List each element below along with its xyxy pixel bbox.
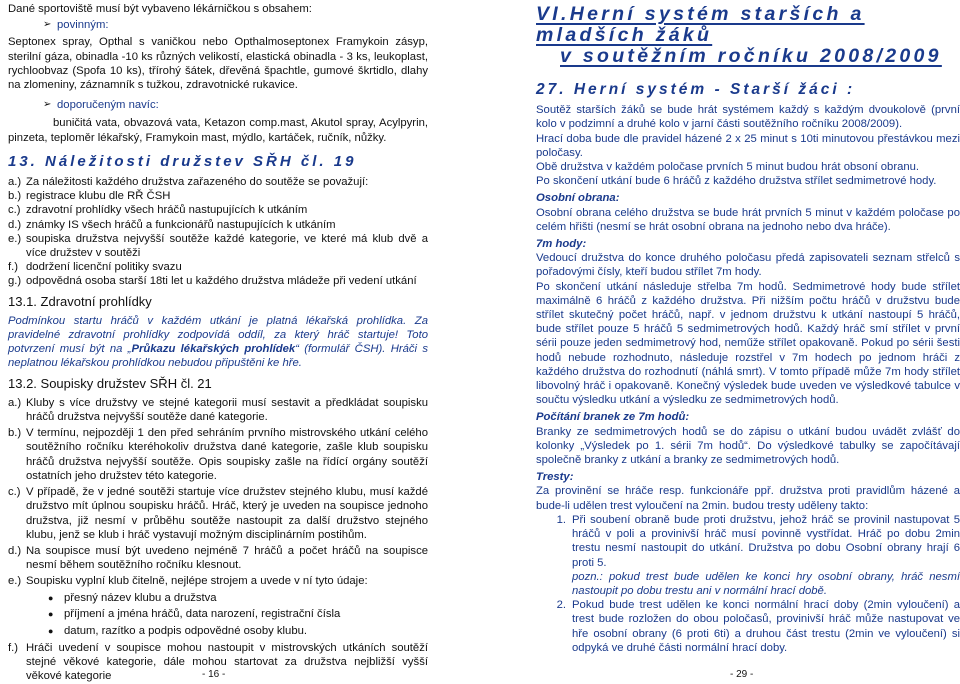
- right-page: [536, 0, 960, 655]
- tresty-text: Za provinění se hráče resp. funkcionáře ppř. družstva proti pravidlům házené a bude-li udělen trest vyloučení na 2min. budou tresty uděleny takto:: [536, 485, 960, 512]
- tresty-item: 1. Při soubení obraně bude proti družstvu, jehož hráč se provinil nastupovat 5 hráčů v poli a provinivší hráč musí povinně vystřídat. Hráč po dobu 2min trestu nesmí nastoupit do utkání. Družstva po dobu Osobní obrany hrají 6 proti 5. pozn.: pokud trest bude udělen ke konci hry osobní obrany, hráč nesmí nastoupit po dobu trestu ani v normální hrací době.: [556, 513, 960, 597]
- osobni-obrana-heading: Osobní obrana:: [536, 192, 620, 205]
- right-page-number: - 29 -: [730, 669, 754, 680]
- list-item: a.) Za náležitosti každého družstva zařazeného do soutěže se považují:: [8, 176, 369, 189]
- list-item: d.) známky IS všech hráčů a funkcionářů nastupujících k utkáním: [8, 218, 336, 231]
- list-item: d.) Na soupisce musí být uvedeno nejméně 7 hráčů a počet hráčů na soupisce nesmí během soutěžního ročníku klesnout.: [8, 544, 428, 572]
- bullet-icon: ●: [48, 609, 54, 620]
- sedmimetrove-hody-text-2: Po skončení utkání následuje střelba 7m hodů. Sedmimetrové hody bude střílet maximálně 6 hráčů z každého družstva. Při nižším počtu hráčů v družstvu bude střílet skutečný počet hráčů, např. v jednom družstvu k utkání nastoupí 5 hráčů, bude střílet pouze 5 hráčů 5 sedmimetrových hodů. Každý hráč smí střílet v první sérii pouze jeden sedmimetrový hod, neműže střílet opakovaně. Pokud po sérii šesti hodů nebude rozhodnuto, následuje rozstřel v 7m hodech po jednom hráči z každého družstva do rozhodnutí (náhlá smrt). V tomto případě může 7m hody střílet libovolný hráč i opakovaně. Konečný výsledek bude uveden ve výsledkové tabulce v součtu výsledku utkání a výsledku ze sedmimetrových hodů.: [536, 280, 960, 407]
- sedmimetrove-hody-heading: 7m hody:: [536, 238, 587, 251]
- section-13-1-text: Podmínkou startu hráčů v každém utkání je platná lékařská prohlídka. Za pravidelné zdravotní prohlídky zodpovídá oddíl, za který hráč startuje! Toto potvrzení musí být na „Průkazu lékařských prohlídek“ (formulář ČSH). Hráči s neplatnou lékařskou prohlídkou nebudou připuštěni ke hře.: [8, 314, 428, 370]
- bullet-item: ● příjmení a jména hráčů, data narození, registrační čísla: [48, 606, 428, 623]
- recommended-text: buničitá vata, obvazová vata, Ketazon comp.mast, Akutol spray, Acylpyrin, pinzeta, teploměr lékařský, Framykoin mast, mýdlo, kartáček, ručník, nůžky.: [8, 117, 428, 144]
- paragraph: Po skončení utkání bude 6 hráčů z každého družstva střílet sedmimetrové hody.: [536, 175, 937, 188]
- tresty-note: pozn.: pokud trest bude udělen ke konci hry osobní obrany, hráč nesmí nastoupit po dobu trestu ani v normální hrací době.: [572, 570, 960, 597]
- list-item: b.) registrace klubu dle RŘ ČSH: [8, 190, 171, 203]
- mandatory-label: povinným:: [57, 19, 109, 32]
- bullet-icon: ●: [48, 625, 54, 636]
- list-item: g.) odpovědná osoba starší 18ti let u každého družstva mládeže při vedení utkání: [8, 275, 417, 288]
- list-item: e.) Soupisku vyplní klub čitelně, nejlépe strojem a uvede v ní tyto údaje:: [8, 575, 368, 588]
- mandatory-label-row: [43, 18, 428, 32]
- section-27-title: 27. Herní systém - Starší žáci :: [536, 81, 856, 98]
- left-page: [8, 0, 428, 684]
- arrow-bullet-icon: ➢: [43, 19, 52, 31]
- list-item: b.) V termínu, nejpozději 1 den před sehráním prvního mistrovského utkání celého soutěžního ročníku kteréhokoliv družstva dané kategorie, zašle klub soupisku hráčů družstva nejvyšší soutěže. Opis soupisky zašle na řídící orgány soutěží ostatních jeho družstev této kategorie.: [8, 427, 428, 482]
- recommended-label: doporučeným navíc:: [57, 99, 159, 112]
- bullet-item: ● datum, razítko a podpis odpovědné osoby klubu.: [48, 623, 428, 640]
- list-item: c.) zdravotní prohlídky všech hráčů nastupujících k utkáním: [8, 204, 308, 217]
- sedmimetrove-hody-text: Vedoucí družstva do konce druhého poločasu předá zapisovateli seznam střelců s pořadovými čísly, kteří budou střílet 7m hody.: [536, 252, 960, 279]
- tresty-heading: Tresty:: [536, 471, 574, 484]
- tresty-item: 2. Pokud bude trest udělen ke konci normální hrací doby (2min vyloučení) a trest bude rozložen do obou poločasů, provinivší hráč může nastupovat ve hře osobní obrany (6 proti 6ti) a druhou část trestu (2min ve vyloučení) si odpyká ve druhé části normální hrací doby.: [556, 599, 960, 654]
- pocitani-branek-heading: Počítání branek ze 7m hodů:: [536, 411, 690, 424]
- list-item: e.) soupiska družstva nejvyšší soutěže každé kategorie, ve které má klub dvě a více družstev v soutěži: [8, 232, 428, 260]
- list-item: a.) Kluby s více družstvy ve stejné kategorii musí sestavit a předkládat soupisku hráčů družstva nejvyšší soutěže dané kategorie.: [8, 396, 428, 424]
- list-item: f.) Hráči uvedení v soupisce mohou nastoupit v mistrovských utkáních soutěží stejné věkové kategorie, dále mohou startovat za družstva nejbližší vyšší věkové kategorie: [8, 642, 428, 683]
- left-page-number: - 16 -: [202, 669, 226, 680]
- section-13-2-list: [8, 396, 428, 589]
- bullet-item: ● přesný název klubu a družstva: [48, 590, 428, 607]
- soupiska-bullets: [8, 590, 428, 640]
- list-item: f.) dodržení licenční politiky svazu: [8, 261, 182, 274]
- list-item: c.) V případě, že v jedné soutěži startuje více družstev stejného klubu, musí každé družstvo mít úplnou soupisku hráčů. Hráč, který je uveden na soupisce jednoho družstva, již nesmí v průběhu soutěže nastoupit za další družstvo stejného klubu, jenž se klub i hráč vystavují možným disciplinárním postihům.: [8, 486, 428, 541]
- paragraph: Hrací doba bude dle pravidel házené 2 x 25 minut s 10ti minutovou přestávkou mezi poločasy.: [536, 132, 960, 159]
- osobni-obrana-text: Osobní obrana celého družstva se bude hrát prvních 5 minut v každém poločase po celém hřišti (nesmí se hrát osobní obrana na jednoho nebo dva hráče).: [536, 206, 960, 233]
- pocitani-branek-text: Branky ze sedmimetrových hodů se do zápisu o utkání budou uvádět zvlášť do kolonky „Výsledek po 1. sérii 7m hodů“. Do výsledkové tabulky se započítávají společně branky z utkání a branky ze sedmimetrových hodů.: [536, 425, 960, 467]
- paragraph: Obě družstva v každém poločase prvních 5 minut budou hrát obsoní obranu.: [536, 161, 920, 174]
- section-13-2-title: 13.2. Soupisky družstev SŘH čl. 21: [8, 375, 212, 391]
- intro-text: Dané sportoviště musí být vybaveno lékárničkou s obsahem:: [8, 3, 312, 15]
- paragraph: Soutěž starších žáků se bude hrát systémem každý s každým dvoukolově (první kolo v podzimní a druhé kolo v jarní části soutěžního ročníku 2008/2009).: [536, 104, 960, 131]
- mandatory-text: Septonex spray, Opthal s vaničkou nebo Opthalmoseptonex Framykoin zásyp, sterilní gáza, obinadla -10 ks různých velikostí, elastická obinadla - 3 ks, leukoplast, rychloobvaz (Spofa 10 ks), třírohý šátek, dřevěná špachtle, gumové škrtidlo, dlahy na zlomeniny, záznamník s tužkou, zdravotnické rukavice.: [8, 36, 428, 92]
- recommended-label-row: [43, 98, 428, 112]
- bullet-icon: ●: [48, 592, 54, 603]
- section-13-list: [8, 175, 428, 289]
- section-13-title: 13. Náležitosti družstev SŘH čl. 19: [8, 152, 357, 170]
- chapter-title: VI.Herní systém starších a mladších žáků v soutěžním ročníku 2008/2009: [536, 3, 942, 67]
- section-13-1-title: 13.1. Zdravotní prohlídky: [8, 293, 152, 309]
- arrow-bullet-icon: ➢: [43, 99, 52, 111]
- medical-card-name: Průkazu lékařských prohlídek: [131, 343, 296, 356]
